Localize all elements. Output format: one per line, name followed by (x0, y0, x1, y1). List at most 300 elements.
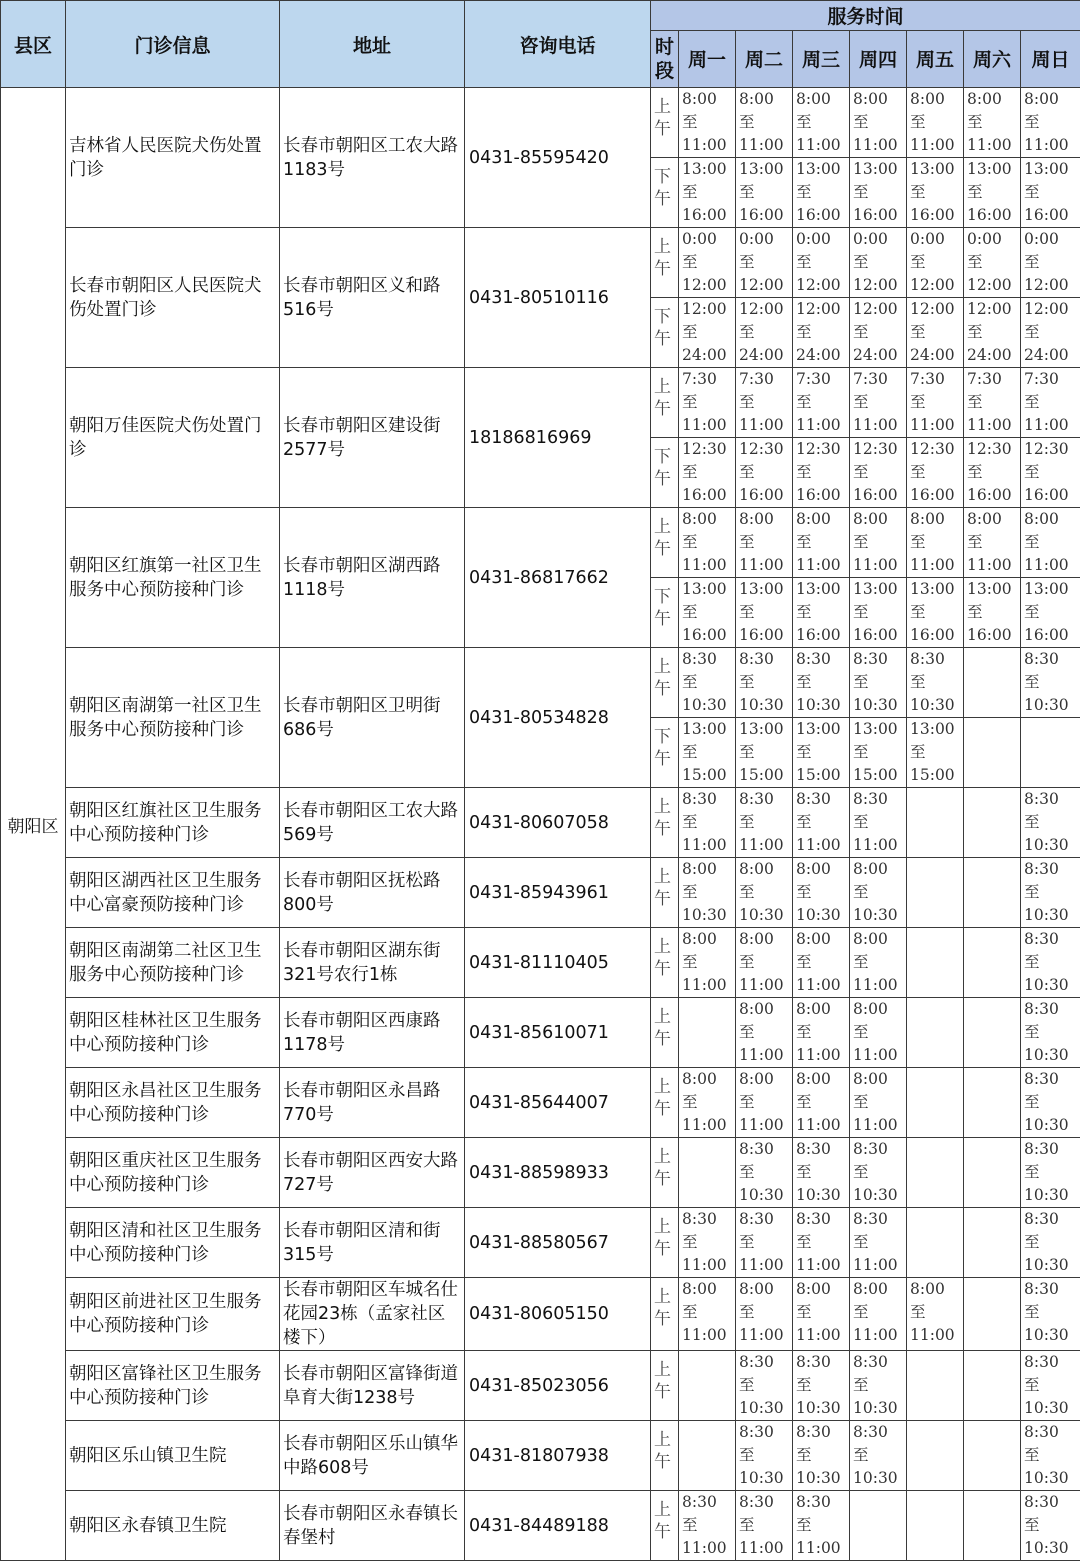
end-time: 10:30 (1024, 1397, 1080, 1420)
to-label: 至 (1024, 1091, 1080, 1114)
end-time: 11:00 (682, 1537, 735, 1560)
end-time: 10:30 (739, 1184, 792, 1207)
time-slot-tue (736, 368, 793, 438)
end-time: 16:00 (1024, 204, 1080, 227)
table-row (1, 1208, 1080, 1278)
clinic-phone: 0431-85644007 (465, 1068, 651, 1138)
time-slot-sat (964, 998, 1021, 1068)
time-slot-sun (1021, 1138, 1080, 1208)
end-time: 16:00 (739, 204, 792, 227)
to-label: 至 (682, 251, 735, 274)
time-slot-fri (907, 1138, 964, 1208)
start-time: 12:00 (853, 298, 906, 321)
start-time: 8:00 (739, 928, 792, 951)
start-time: 8:30 (796, 788, 849, 811)
to-label: 至 (1024, 881, 1080, 904)
end-time: 10:30 (739, 904, 792, 927)
to-label: 至 (910, 531, 963, 554)
end-time: 11:00 (967, 414, 1020, 437)
clinic-name: 朝阳区湖西社区卫生服务中心富豪预防接种门诊 (66, 858, 280, 928)
to-label: 至 (796, 881, 849, 904)
start-time: 0:00 (910, 228, 963, 251)
start-time: 8:00 (796, 1068, 849, 1091)
to-label: 至 (796, 531, 849, 554)
time-slot-thu (850, 1278, 907, 1351)
time-slot-thu (850, 88, 907, 158)
time-slot-mon (679, 998, 736, 1068)
end-time: 11:00 (1024, 554, 1080, 577)
header-day-wed: 周三 (793, 30, 850, 87)
end-time: 16:00 (853, 204, 906, 227)
time-slot-wed (793, 1068, 850, 1138)
start-time: 8:30 (1024, 998, 1080, 1021)
clinic-name: 朝阳区前进社区卫生服务中心预防接种门诊 (66, 1278, 280, 1351)
start-time: 13:00 (853, 158, 906, 181)
end-time: 11:00 (796, 974, 849, 997)
start-time: 8:00 (796, 998, 849, 1021)
to-label: 至 (796, 461, 849, 484)
time-slot-fri (907, 648, 964, 718)
table-row (1, 1491, 1080, 1561)
start-time: 8:30 (682, 648, 735, 671)
to-label: 至 (853, 111, 906, 134)
end-time: 11:00 (682, 134, 735, 157)
time-slot-sun (1021, 1068, 1080, 1138)
start-time: 8:00 (1024, 88, 1080, 111)
time-slot-sat (964, 1491, 1021, 1561)
to-label: 至 (1024, 1231, 1080, 1254)
to-label: 至 (739, 461, 792, 484)
to-label: 至 (1024, 181, 1080, 204)
start-time: 8:30 (1024, 1421, 1080, 1444)
time-slot-tue (736, 858, 793, 928)
start-time: 8:30 (739, 1138, 792, 1161)
start-time: 7:30 (796, 368, 849, 391)
time-slot-wed (793, 928, 850, 998)
time-slot-sun (1021, 928, 1080, 998)
time-slot-tue (736, 88, 793, 158)
time-slot-fri (907, 578, 964, 648)
time-slot-sun (1021, 298, 1080, 368)
time-slot-thu (850, 508, 907, 578)
end-time: 24:00 (796, 344, 849, 367)
to-label: 至 (967, 601, 1020, 624)
start-time: 8:00 (682, 1278, 735, 1301)
period-label: 上午 (651, 1068, 679, 1138)
period-label: 上午 (651, 1491, 679, 1561)
clinic-name: 朝阳区红旗社区卫生服务中心预防接种门诊 (66, 788, 280, 858)
end-time: 10:30 (1024, 904, 1080, 927)
to-label: 至 (796, 741, 849, 764)
to-label: 至 (853, 1231, 906, 1254)
to-label: 至 (853, 951, 906, 974)
end-time: 16:00 (910, 484, 963, 507)
end-time: 11:00 (967, 134, 1020, 157)
time-slot-thu (850, 788, 907, 858)
time-slot-wed (793, 88, 850, 158)
clinic-address: 长春市朝阳区富锋街道阜育大街1238号 (280, 1351, 465, 1421)
time-slot-fri (907, 88, 964, 158)
period-label: 上午 (651, 998, 679, 1068)
time-slot-tue (736, 298, 793, 368)
time-slot-tue (736, 648, 793, 718)
start-time: 8:30 (1024, 788, 1080, 811)
time-slot-sun (1021, 1351, 1080, 1421)
time-slot-thu (850, 1351, 907, 1421)
to-label: 至 (1024, 391, 1080, 414)
end-time: 11:00 (739, 414, 792, 437)
start-time: 7:30 (1024, 368, 1080, 391)
time-slot-wed (793, 1491, 850, 1561)
start-time: 8:00 (967, 88, 1020, 111)
end-time: 16:00 (682, 204, 735, 227)
start-time: 0:00 (739, 228, 792, 251)
to-label: 至 (853, 321, 906, 344)
time-slot-mon (679, 858, 736, 928)
to-label: 至 (682, 391, 735, 414)
end-time: 10:30 (1024, 1537, 1080, 1560)
end-time: 10:30 (853, 1184, 906, 1207)
to-label: 至 (853, 601, 906, 624)
end-time: 10:30 (1024, 1184, 1080, 1207)
end-time: 24:00 (739, 344, 792, 367)
to-label: 至 (853, 531, 906, 554)
start-time: 8:30 (1024, 1208, 1080, 1231)
to-label: 至 (853, 1161, 906, 1184)
start-time: 13:00 (910, 578, 963, 601)
start-time: 8:30 (853, 1138, 906, 1161)
time-slot-mon (679, 578, 736, 648)
to-label: 至 (853, 671, 906, 694)
to-label: 至 (1024, 1444, 1080, 1467)
start-time: 8:00 (739, 1068, 792, 1091)
to-label: 至 (796, 1021, 849, 1044)
time-slot-sat (964, 578, 1021, 648)
clinic-phone: 0431-88580567 (465, 1208, 651, 1278)
to-label: 至 (682, 1514, 735, 1537)
to-label: 至 (967, 391, 1020, 414)
to-label: 至 (796, 251, 849, 274)
time-slot-thu (850, 1068, 907, 1138)
clinic-phone: 0431-81110405 (465, 928, 651, 998)
header-county: 县区 (1, 1, 66, 88)
table-row (1, 788, 1080, 858)
clinic-phone: 0431-85595420 (465, 88, 651, 228)
table-row (1, 1421, 1080, 1491)
end-time: 15:00 (682, 764, 735, 787)
table-row (1, 928, 1080, 998)
end-time: 10:30 (1024, 1044, 1080, 1067)
end-time: 11:00 (796, 1114, 849, 1137)
start-time: 8:00 (910, 508, 963, 531)
to-label: 至 (682, 741, 735, 764)
to-label: 至 (796, 601, 849, 624)
end-time: 10:30 (853, 904, 906, 927)
end-time: 11:00 (853, 554, 906, 577)
end-time: 16:00 (1024, 624, 1080, 647)
end-time: 11:00 (682, 1254, 735, 1277)
time-slot-tue (736, 1278, 793, 1351)
to-label: 至 (796, 671, 849, 694)
start-time: 8:00 (796, 508, 849, 531)
start-time: 7:30 (682, 368, 735, 391)
end-time: 11:00 (796, 834, 849, 857)
start-time: 8:00 (739, 508, 792, 531)
to-label: 至 (967, 321, 1020, 344)
to-label: 至 (853, 741, 906, 764)
start-time: 8:30 (739, 1208, 792, 1231)
end-time: 10:30 (739, 1397, 792, 1420)
end-time: 11:00 (853, 1324, 906, 1347)
start-time: 8:00 (682, 1068, 735, 1091)
end-time: 11:00 (739, 834, 792, 857)
start-time: 12:30 (796, 438, 849, 461)
to-label: 至 (967, 531, 1020, 554)
start-time: 8:30 (910, 648, 963, 671)
time-slot-tue (736, 1351, 793, 1421)
time-slot-thu (850, 1208, 907, 1278)
end-time: 11:00 (739, 1044, 792, 1067)
end-time: 10:30 (796, 1397, 849, 1420)
time-slot-wed (793, 998, 850, 1068)
time-slot-wed (793, 1421, 850, 1491)
end-time: 24:00 (682, 344, 735, 367)
start-time: 8:00 (739, 858, 792, 881)
end-time: 24:00 (967, 344, 1020, 367)
end-time: 11:00 (1024, 134, 1080, 157)
to-label: 至 (853, 881, 906, 904)
clinic-address: 长春市朝阳区清和街315号 (280, 1208, 465, 1278)
time-slot-thu (850, 718, 907, 788)
start-time: 12:00 (682, 298, 735, 321)
to-label: 至 (739, 1374, 792, 1397)
to-label: 至 (796, 1091, 849, 1114)
table-row (1, 858, 1080, 928)
end-time: 11:00 (796, 554, 849, 577)
time-slot-fri (907, 1351, 964, 1421)
time-slot-thu (850, 1138, 907, 1208)
end-time: 12:00 (796, 274, 849, 297)
time-slot-mon (679, 1138, 736, 1208)
start-time: 8:00 (796, 1278, 849, 1301)
to-label: 至 (796, 1161, 849, 1184)
period-label: 上午 (651, 368, 679, 438)
end-time: 11:00 (796, 414, 849, 437)
to-label: 至 (739, 671, 792, 694)
start-time: 12:00 (796, 298, 849, 321)
end-time: 11:00 (853, 134, 906, 157)
to-label: 至 (796, 111, 849, 134)
start-time: 7:30 (967, 368, 1020, 391)
time-slot-sat (964, 1138, 1021, 1208)
to-label: 至 (796, 1514, 849, 1537)
start-time: 13:00 (910, 718, 963, 741)
end-time: 15:00 (739, 764, 792, 787)
to-label: 至 (1024, 1514, 1080, 1537)
to-label: 至 (967, 251, 1020, 274)
to-label: 至 (739, 1301, 792, 1324)
to-label: 至 (1024, 601, 1080, 624)
header-day-sun: 周日 (1021, 30, 1080, 87)
time-slot-sun (1021, 1208, 1080, 1278)
time-slot-thu (850, 1421, 907, 1491)
end-time: 10:30 (910, 694, 963, 717)
county-cell: 朝阳区 (1, 88, 66, 1561)
time-slot-fri (907, 1421, 964, 1491)
start-time: 13:00 (739, 158, 792, 181)
time-slot-thu (850, 298, 907, 368)
start-time: 8:30 (853, 1208, 906, 1231)
to-label: 至 (796, 811, 849, 834)
start-time: 8:00 (796, 88, 849, 111)
time-slot-thu (850, 578, 907, 648)
start-time: 7:30 (853, 368, 906, 391)
start-time: 13:00 (739, 578, 792, 601)
end-time: 12:00 (967, 274, 1020, 297)
clinic-address: 长春市朝阳区湖西路1118号 (280, 508, 465, 648)
start-time: 8:00 (739, 88, 792, 111)
to-label: 至 (1024, 531, 1080, 554)
start-time: 13:00 (910, 158, 963, 181)
to-label: 至 (796, 1301, 849, 1324)
time-slot-sat (964, 1278, 1021, 1351)
start-time: 0:00 (682, 228, 735, 251)
to-label: 至 (1024, 461, 1080, 484)
end-time: 11:00 (739, 1254, 792, 1277)
time-slot-sat (964, 438, 1021, 508)
table-row (1, 998, 1080, 1068)
time-slot-sun (1021, 438, 1080, 508)
time-slot-thu (850, 438, 907, 508)
start-time: 8:30 (739, 1491, 792, 1514)
end-time: 24:00 (1024, 344, 1080, 367)
end-time: 11:00 (682, 554, 735, 577)
end-time: 15:00 (910, 764, 963, 787)
time-slot-sun (1021, 368, 1080, 438)
time-slot-sat (964, 928, 1021, 998)
start-time: 8:30 (796, 1421, 849, 1444)
end-time: 11:00 (853, 414, 906, 437)
time-slot-mon (679, 438, 736, 508)
time-slot-tue (736, 928, 793, 998)
start-time: 8:00 (796, 928, 849, 951)
time-slot-tue (736, 788, 793, 858)
start-time: 13:00 (1024, 578, 1080, 601)
table-row (1, 508, 1080, 578)
period-label: 下午 (651, 438, 679, 508)
start-time: 12:30 (967, 438, 1020, 461)
end-time: 10:30 (796, 694, 849, 717)
time-slot-thu (850, 1491, 907, 1561)
time-slot-fri (907, 368, 964, 438)
end-time: 11:00 (682, 1324, 735, 1347)
end-time: 10:30 (853, 1397, 906, 1420)
table-row (1, 1068, 1080, 1138)
time-slot-thu (850, 368, 907, 438)
start-time: 13:00 (967, 578, 1020, 601)
time-slot-mon (679, 718, 736, 788)
to-label: 至 (910, 321, 963, 344)
time-slot-sun (1021, 1421, 1080, 1491)
end-time: 16:00 (796, 624, 849, 647)
end-time: 16:00 (1024, 484, 1080, 507)
to-label: 至 (682, 321, 735, 344)
end-time: 11:00 (853, 974, 906, 997)
start-time: 8:30 (1024, 648, 1080, 671)
start-time: 12:30 (853, 438, 906, 461)
end-time: 11:00 (739, 134, 792, 157)
start-time: 0:00 (1024, 228, 1080, 251)
time-slot-mon (679, 1421, 736, 1491)
clinic-phone: 0431-85023056 (465, 1351, 651, 1421)
end-time: 16:00 (682, 624, 735, 647)
end-time: 12:00 (739, 274, 792, 297)
start-time: 12:00 (1024, 298, 1080, 321)
clinic-name: 朝阳区乐山镇卫生院 (66, 1421, 280, 1491)
period-label: 下午 (651, 298, 679, 368)
start-time: 8:30 (853, 788, 906, 811)
header-day-tue: 周二 (736, 30, 793, 87)
period-label: 上午 (651, 1138, 679, 1208)
to-label: 至 (739, 181, 792, 204)
clinic-name: 朝阳区永昌社区卫生服务中心预防接种门诊 (66, 1068, 280, 1138)
time-slot-fri (907, 1278, 964, 1351)
clinic-address: 长春市朝阳区建设街2577号 (280, 368, 465, 508)
time-slot-fri (907, 998, 964, 1068)
end-time: 11:00 (853, 834, 906, 857)
to-label: 至 (910, 181, 963, 204)
to-label: 至 (1024, 1301, 1080, 1324)
time-slot-sat (964, 508, 1021, 578)
time-slot-sat (964, 1208, 1021, 1278)
to-label: 至 (853, 1021, 906, 1044)
to-label: 至 (682, 461, 735, 484)
header-clinic: 门诊信息 (66, 1, 280, 88)
end-time: 11:00 (739, 554, 792, 577)
time-slot-fri (907, 158, 964, 228)
end-time: 11:00 (796, 1254, 849, 1277)
time-slot-fri (907, 1491, 964, 1561)
time-slot-tue (736, 1421, 793, 1491)
end-time: 10:30 (1024, 694, 1080, 717)
start-time: 8:00 (853, 88, 906, 111)
clinic-phone: 0431-80605150 (465, 1278, 651, 1351)
to-label: 至 (796, 951, 849, 974)
time-slot-mon (679, 788, 736, 858)
to-label: 至 (910, 461, 963, 484)
end-time: 10:30 (682, 904, 735, 927)
time-slot-wed (793, 788, 850, 858)
to-label: 至 (739, 1021, 792, 1044)
to-label: 至 (682, 881, 735, 904)
time-slot-sun (1021, 228, 1080, 298)
start-time: 13:00 (739, 718, 792, 741)
table-row (1, 88, 1080, 158)
end-time: 11:00 (796, 1044, 849, 1067)
end-time: 10:30 (739, 1467, 792, 1490)
start-time: 12:00 (739, 298, 792, 321)
time-slot-wed (793, 368, 850, 438)
time-slot-sat (964, 1421, 1021, 1491)
end-time: 10:30 (1024, 1114, 1080, 1137)
end-time: 10:30 (796, 1184, 849, 1207)
clinic-address: 长春市朝阳区工农大路569号 (280, 788, 465, 858)
end-time: 12:00 (682, 274, 735, 297)
start-time: 0:00 (967, 228, 1020, 251)
start-time: 8:30 (853, 648, 906, 671)
time-slot-wed (793, 648, 850, 718)
to-label: 至 (682, 811, 735, 834)
